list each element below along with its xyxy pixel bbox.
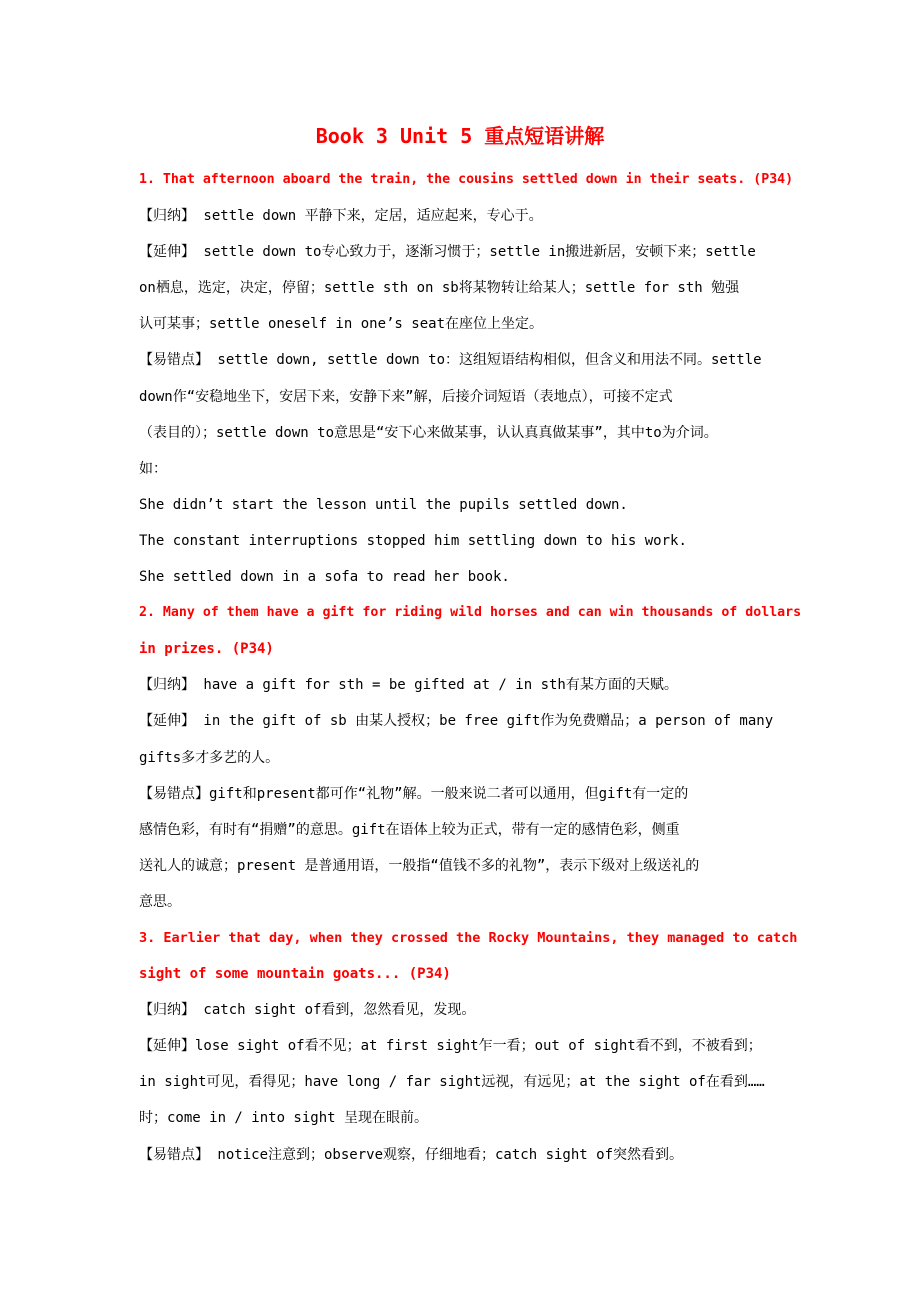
- item-1-example-1: She didn’t start the lesson until the pupils settled down.: [139, 496, 628, 513]
- item-1-extension-line-2: on栖息，选定，决定，停留；settle sth on sb将某物转让给某人；settle for sth 勉强: [139, 280, 740, 297]
- item-3-heading-line-2: sight of some mountain goats... (P34): [139, 966, 451, 983]
- item-1-extension-line-1: 【延伸】 settle down to专心致力于，逐渐习惯于；settle in搬进新居，安顿下来；settle: [139, 244, 756, 261]
- item-2-heading-line-1: 2. Many of them have a gift for riding wild horses and can win thousands of dollars: [139, 605, 801, 621]
- item-2-pitfall-line-1: 【易错点】gift和present都可作“礼物”解。一般来说二者可以通用，但gift有一定的: [139, 785, 689, 802]
- item-1-pitfall-line-2: down作“安稳地坐下，安居下来，安静下来”解，后接介词短语（表地点），可接不定式: [139, 388, 673, 405]
- item-3-summary: 【归纳】 catch sight of看到，忽然看见，发现。: [139, 1002, 476, 1019]
- item-1-pitfall-line-3: （表目的）；settle down to意思是“安下心来做某事，认认真真做某事”，其中to为介词。: [139, 424, 718, 441]
- item-1-extension-line-3: 认可某事；settle oneself in one’s seat在座位上坐定。: [139, 316, 544, 333]
- item-2-pitfall-line-4: 意思。: [139, 893, 181, 910]
- item-2-extension-line-2: gifts多才多艺的人。: [139, 749, 280, 766]
- item-2-pitfall-line-3: 送礼人的诚意；present 是普通用语，一般指“值钱不多的礼物”，表示下级对上级送礼的: [139, 857, 700, 874]
- item-3-extension-line-1: 【延伸】lose sight of看不见；at first sight乍一看；out of sight看不到，不被看到；: [139, 1038, 762, 1055]
- item-2-pitfall-line-2: 感情色彩，有时有“捐赠”的意思。gift在语体上较为正式，带有一定的感情色彩，侧重: [139, 821, 680, 838]
- item-1-summary: 【归纳】 settle down 平静下来，定居，适应起来，专心于。: [139, 208, 543, 225]
- item-1-example-3: She settled down in a sofa to read her book.: [139, 569, 510, 586]
- item-3-heading-line-1: 3. Earlier that day, when they crossed the Rocky Mountains, they managed to catch: [139, 929, 798, 946]
- item-1-pitfall-line-1: 【易错点】 settle down, settle down to：这组短语结构相似，但含义和用法不同。settle: [139, 352, 762, 369]
- item-1-example-2: The constant interruptions stopped him settling down to his work.: [139, 532, 687, 549]
- item-3-extension-line-2: in sight可见，看得见；have long / far sight远视，有远见；at the sight of在看到……: [139, 1074, 765, 1091]
- item-3-pitfall: 【易错点】 notice注意到；observe观察，仔细地看；catch sight of突然看到。: [139, 1146, 684, 1163]
- page-title: Book 3 Unit 5 重点短语讲解: [315, 124, 605, 148]
- item-1-heading-line-1: 1. That afternoon aboard the train, the cousins settled down in their seats. (P34): [139, 172, 794, 187]
- document-body: [139, 162, 801, 1173]
- item-2-summary: 【归纳】 have a gift for sth = be gifted at / in sth有某方面的天赋。: [139, 677, 678, 694]
- item-2-extension-line-1: 【延伸】 in the gift of sb 由某人授权；be free gift作为免费赠品；a person of many: [139, 713, 774, 730]
- item-3-extension-line-3: 时；come in / into sight 呈现在眼前。: [139, 1110, 429, 1127]
- item-2-heading-line-2: in prizes. (P34): [139, 641, 274, 658]
- item-1-pitfall-line-4: 如：: [139, 460, 167, 477]
